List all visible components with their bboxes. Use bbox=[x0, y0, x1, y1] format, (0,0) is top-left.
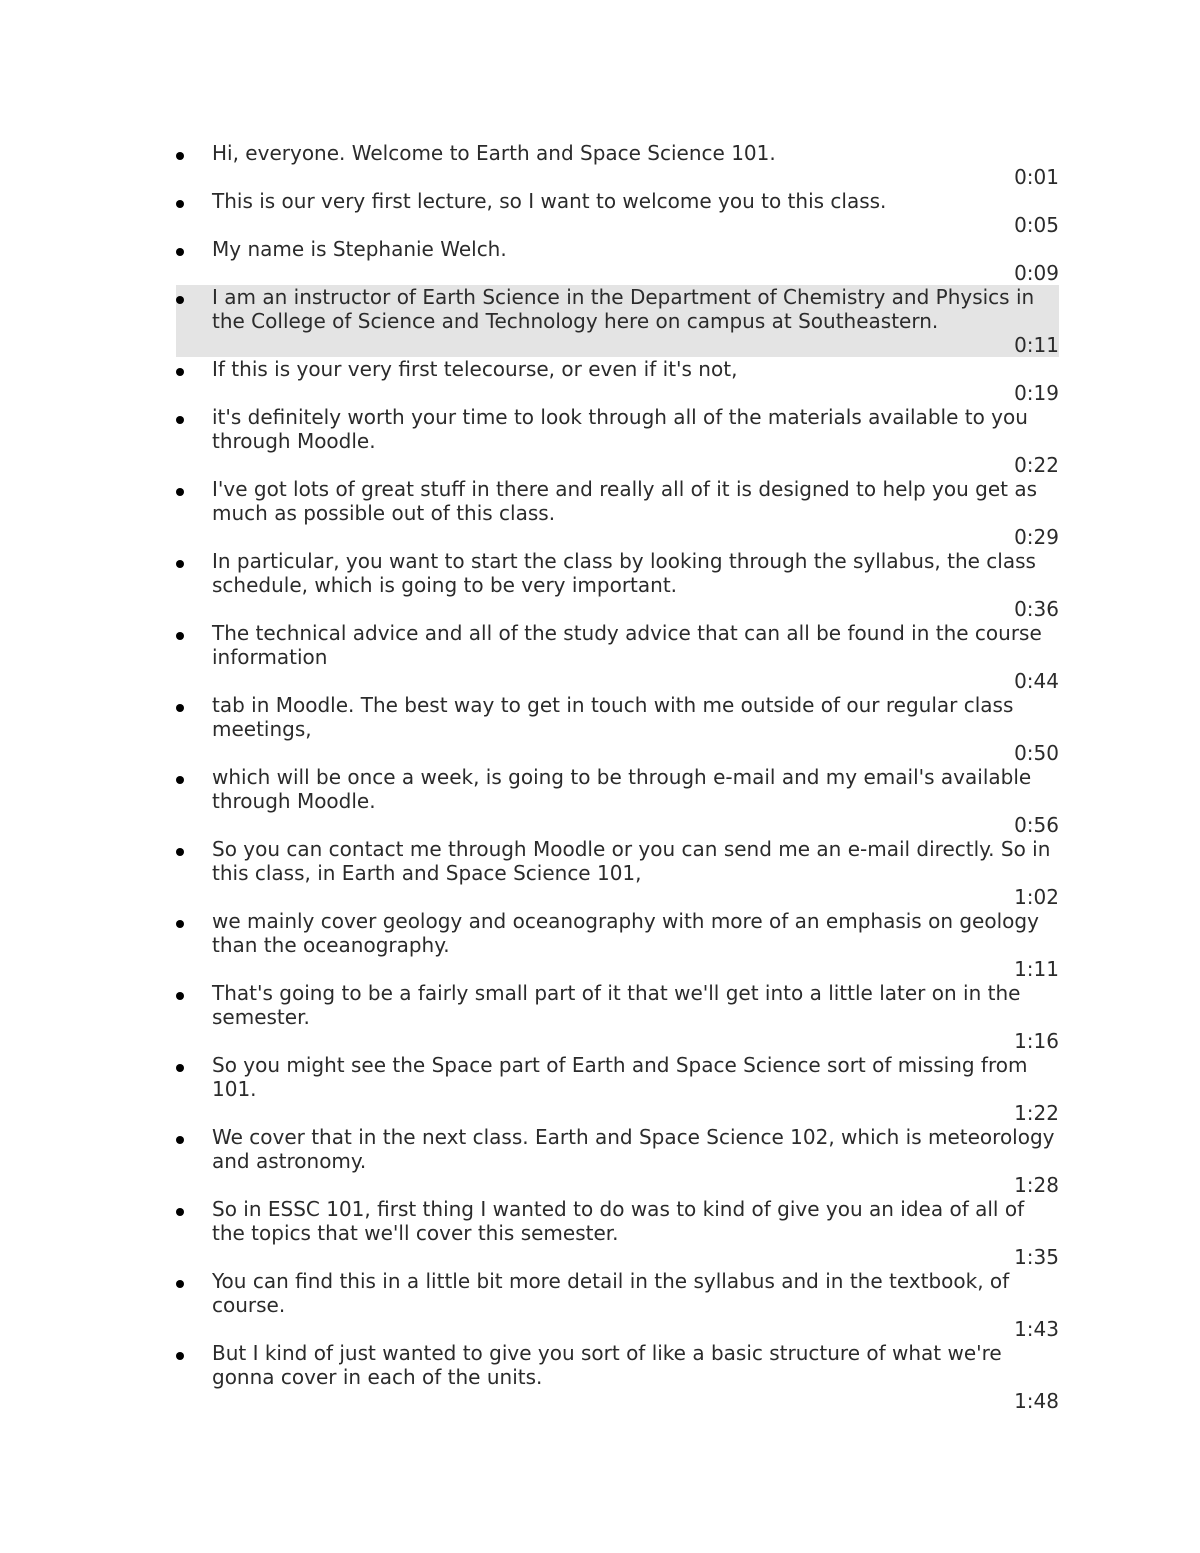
bullet-icon bbox=[176, 296, 184, 304]
timestamp[interactable]: 0:50 bbox=[1014, 741, 1059, 765]
transcript-text: We cover that in the next class. Earth and Space Science 102, which is meteorology and astronomy. bbox=[212, 1125, 1055, 1173]
transcript-item[interactable] bbox=[176, 357, 1059, 405]
bullet-icon bbox=[176, 848, 184, 856]
bullet-icon bbox=[176, 1352, 184, 1360]
transcript-text: That's going to be a fairly small part of it that we'll get into a little later on in the semester. bbox=[212, 981, 1021, 1029]
transcript-text: If this is your very first telecourse, or even if it's not, bbox=[212, 357, 738, 381]
timestamp[interactable]: 0:19 bbox=[1014, 381, 1059, 405]
transcript-text: The technical advice and all of the study advice that can all be found in the course information bbox=[212, 621, 1042, 669]
transcript-text: So you can contact me through Moodle or you can send me an e-mail directly. So in this class, in Earth and Space Science 101, bbox=[212, 837, 1051, 885]
transcript-text: I am an instructor of Earth Science in the Department of Chemistry and Physics in the College of Science and Technology here on campus at Southeastern. bbox=[212, 285, 1035, 333]
bullet-icon bbox=[176, 1136, 184, 1144]
transcript-item[interactable] bbox=[176, 237, 1059, 285]
timestamp[interactable]: 1:11 bbox=[1014, 957, 1059, 981]
bullet-icon bbox=[176, 1064, 184, 1072]
timestamp[interactable]: 1:02 bbox=[1014, 885, 1059, 909]
bullet-icon bbox=[176, 1280, 184, 1288]
bullet-icon bbox=[176, 1208, 184, 1216]
timestamp[interactable]: 0:11 bbox=[1014, 333, 1059, 357]
timestamp[interactable]: 0:29 bbox=[1014, 525, 1059, 549]
bullet-icon bbox=[176, 632, 184, 640]
bullet-icon bbox=[176, 200, 184, 208]
transcript-text: we mainly cover geology and oceanography with more of an emphasis on geology than the oceanography. bbox=[212, 909, 1039, 957]
bullet-icon bbox=[176, 560, 184, 568]
transcript-item[interactable] bbox=[176, 1053, 1059, 1125]
timestamp[interactable]: 0:01 bbox=[1014, 165, 1059, 189]
transcript-item[interactable] bbox=[176, 477, 1059, 549]
transcript-text: tab in Moodle. The best way to get in touch with me outside of our regular class meetings, bbox=[212, 693, 1014, 741]
timestamp[interactable]: 0:56 bbox=[1014, 813, 1059, 837]
transcript-text: I've got lots of great stuff in there and really all of it is designed to help you get as much as possible out of this class. bbox=[212, 477, 1038, 525]
transcript-item[interactable] bbox=[176, 189, 1059, 237]
bullet-icon bbox=[176, 776, 184, 784]
timestamp[interactable]: 0:36 bbox=[1014, 597, 1059, 621]
transcript-item[interactable] bbox=[176, 693, 1059, 765]
timestamp[interactable]: 1:28 bbox=[1014, 1173, 1059, 1197]
transcript-text: Hi, everyone. Welcome to Earth and Space Science 101. bbox=[212, 141, 776, 165]
transcript-text: which will be once a week, is going to be through e-mail and my email's available through Moodle. bbox=[212, 765, 1032, 813]
transcript-text: So in ESSC 101, first thing I wanted to do was to kind of give you an idea of all of the topics that we'll cover this semester. bbox=[212, 1197, 1025, 1245]
timestamp[interactable]: 1:16 bbox=[1014, 1029, 1059, 1053]
transcript-item[interactable] bbox=[176, 1125, 1059, 1197]
transcript-item[interactable] bbox=[176, 405, 1059, 477]
transcript-text: But I kind of just wanted to give you sort of like a basic structure of what we're gonna cover in each of the units. bbox=[212, 1341, 1002, 1389]
transcript-item[interactable] bbox=[176, 765, 1059, 837]
transcript-text: You can find this in a little bit more detail in the syllabus and in the textbook, of course. bbox=[212, 1269, 1010, 1317]
bullet-icon bbox=[176, 152, 184, 160]
transcript-item[interactable] bbox=[176, 1341, 1059, 1413]
bullet-icon bbox=[176, 704, 184, 712]
timestamp[interactable]: 0:22 bbox=[1014, 453, 1059, 477]
transcript-item[interactable] bbox=[176, 1197, 1059, 1269]
timestamp[interactable]: 0:05 bbox=[1014, 213, 1059, 237]
bullet-icon bbox=[176, 488, 184, 496]
transcript-item[interactable] bbox=[176, 549, 1059, 621]
timestamp[interactable]: 0:09 bbox=[1014, 261, 1059, 285]
timestamp[interactable]: 1:43 bbox=[1014, 1317, 1059, 1341]
transcript-text: My name is Stephanie Welch. bbox=[212, 237, 507, 261]
transcript-text: So you might see the Space part of Earth and Space Science sort of missing from 101. bbox=[212, 1053, 1028, 1101]
timestamp[interactable]: 1:48 bbox=[1014, 1389, 1059, 1413]
transcript-item[interactable] bbox=[176, 981, 1059, 1053]
transcript-text: In particular, you want to start the class by looking through the syllabus, the class schedule, which is going to be very important. bbox=[212, 549, 1036, 597]
transcript-item[interactable] bbox=[176, 621, 1059, 693]
transcript-item[interactable] bbox=[176, 285, 1059, 357]
bullet-icon bbox=[176, 920, 184, 928]
transcript-item[interactable] bbox=[176, 1269, 1059, 1341]
transcript-item[interactable] bbox=[176, 909, 1059, 981]
bullet-icon bbox=[176, 992, 184, 1000]
transcript-text: This is our very first lecture, so I want to welcome you to this class. bbox=[212, 189, 887, 213]
transcript-text: it's definitely worth your time to look through all of the materials available to you through Moodle. bbox=[212, 405, 1028, 453]
timestamp[interactable]: 0:44 bbox=[1014, 669, 1059, 693]
bullet-icon bbox=[176, 248, 184, 256]
timestamp[interactable]: 1:35 bbox=[1014, 1245, 1059, 1269]
transcript-item[interactable] bbox=[176, 141, 1059, 189]
bullet-icon bbox=[176, 416, 184, 424]
transcript-list bbox=[176, 141, 1059, 1413]
bullet-icon bbox=[176, 368, 184, 376]
transcript-item[interactable] bbox=[176, 837, 1059, 909]
timestamp[interactable]: 1:22 bbox=[1014, 1101, 1059, 1125]
